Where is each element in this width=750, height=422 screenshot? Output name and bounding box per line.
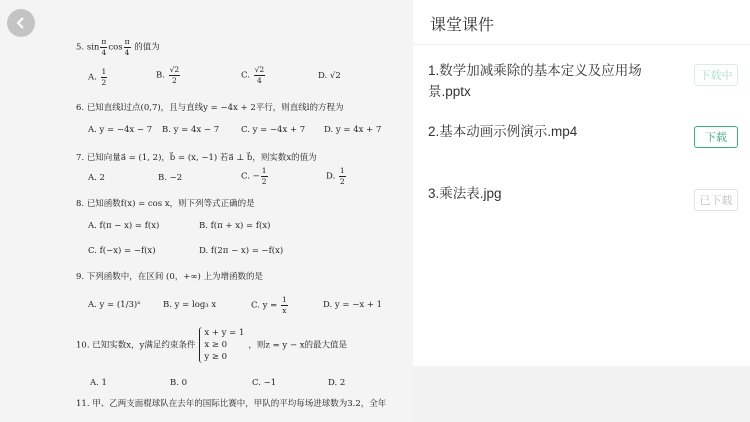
- panel-header: [413, 0, 750, 45]
- courseware-panel: [413, 0, 750, 422]
- q8-option-a: A. f(π − x) = f(x): [88, 221, 160, 231]
- back-button[interactable]: [7, 9, 35, 37]
- panel-title: 课堂课件: [430, 17, 495, 34]
- q5-option-d: D. √2: [318, 71, 341, 81]
- q6-option-d: D. y = 4x + 7: [324, 125, 382, 135]
- q7-option-a: A. 2: [88, 173, 105, 183]
- panel-footer: [413, 366, 750, 422]
- q10-option-d: D. 2: [328, 378, 346, 388]
- downloading-status: 下载中: [694, 64, 738, 86]
- q9-option-b: B. y = log₃ x: [163, 300, 217, 310]
- q7-option-c: C. − $\frac{1}{2}$: [241, 166, 267, 186]
- q10-option-a: A. 1: [90, 378, 107, 388]
- q6-option-a: A. y = −4x − 7: [88, 125, 153, 135]
- q7-option-b: B. −2: [158, 173, 183, 183]
- q10-option-b: B. 0: [170, 378, 188, 388]
- question-7: 7. 已知向量a⃗ = (1, 2)，b⃗ = (x, −1) 若a⃗ ⊥ b⃗，则实数x的值为: [76, 153, 317, 163]
- chevron-left-icon: [15, 16, 27, 30]
- file-item-2[interactable]: 2.基本动画示例演示.mp4: [428, 124, 578, 139]
- q7-option-d: D. $\frac{1}{2}$: [326, 166, 345, 186]
- q8-option-d: D. f(2π − x) = −f(x): [199, 246, 284, 256]
- download-button[interactable]: 下载: [694, 126, 738, 148]
- q6-option-c: C. y = −4x + 7: [241, 125, 306, 135]
- q5-option-a: A. $\frac{1}{2}$: [88, 67, 107, 87]
- q5-option-c: C. $\frac{√2}{4}$: [241, 65, 265, 85]
- q5-option-b: B. $\frac{√2}{2}$: [156, 65, 180, 85]
- question-11: 11. 甲、乙两支面棍球队在去年的国际比赛中，甲队的平均每场进球数为3.2，全年: [76, 399, 387, 409]
- file-item-3[interactable]: 3.乘法表.jpg: [428, 186, 502, 201]
- q8-option-b: B. f(π + x) = f(x): [199, 221, 271, 231]
- downloaded-status: 已下载: [694, 189, 738, 211]
- q9-option-c: C. y = $\frac{1}{x}$: [251, 295, 287, 315]
- file-item-1[interactable]: 1.数学加减乘除的基本定义及应用场景.pptx: [428, 63, 642, 99]
- q9-option-a: A. y = (1/3)ˣ: [88, 300, 141, 310]
- q9-option-d: D. y = −x + 1: [323, 300, 383, 310]
- q10-option-c: C. −1: [252, 378, 277, 388]
- question-5: 5. sin $\frac{\pi}{4}$ cos $\frac{\pi}{4}$ 的值为: [76, 37, 160, 57]
- question-10: 10. 已知实数x，y满足约束条件 x + y = 1 x ≥ 0 y ≥ 0 ，则z = y − x的最大值是: [76, 328, 348, 362]
- q8-option-c: C. f(−x) = −f(x): [88, 246, 156, 256]
- q6-option-b: B. y = 4x − 7: [162, 125, 220, 135]
- question-6: 6. 已知直线l过点(0,7)，且与直线y = −4x + 2平行，则直线l的方程为: [76, 103, 344, 113]
- question-8: 8. 已知函数f(x) = cos x，则下列等式正确的是: [76, 199, 255, 209]
- question-9: 9. 下列函数中，在区间 (0，+∞) 上为增函数的是: [76, 272, 263, 282]
